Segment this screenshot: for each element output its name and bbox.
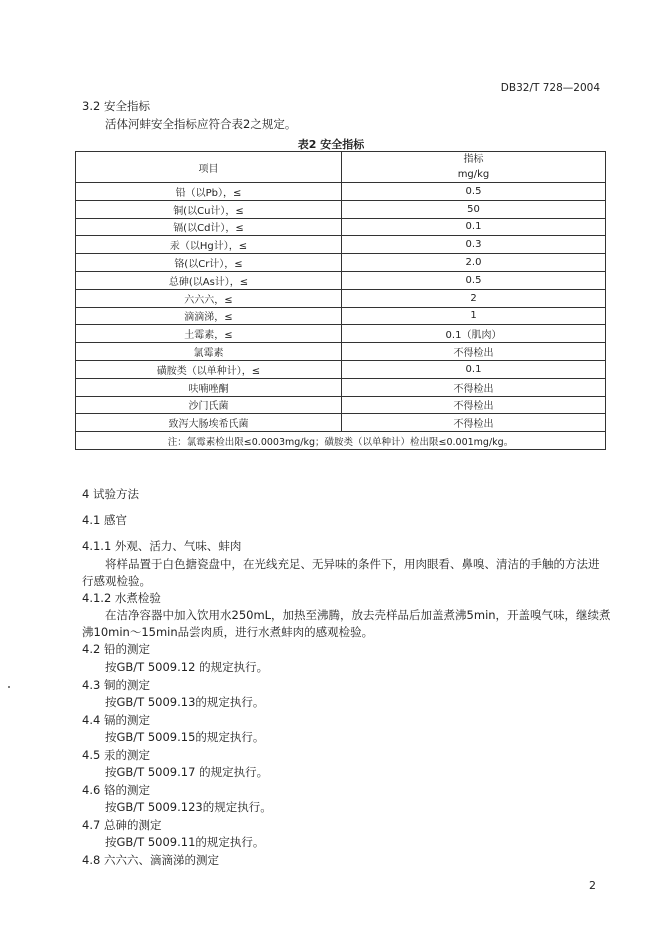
table-row bbox=[76, 396, 606, 414]
section-4-4-body: 按GB/T 5009.15的规定执行。 bbox=[105, 730, 265, 744]
table-cell-value: 不得检出 bbox=[342, 343, 606, 361]
table-cell-value: 2 bbox=[342, 289, 606, 307]
section-4-heading: 4 试验方法 bbox=[82, 487, 139, 501]
section-4-4-heading: 4.4 镉的测定 bbox=[82, 713, 150, 727]
section-4-1-1-heading: 4.1.1 外观、活力、气味、蚌肉 bbox=[82, 539, 242, 553]
table-note-row bbox=[76, 432, 606, 450]
table-row bbox=[76, 200, 606, 218]
section-4-1-1-line2: 行感观检验。 bbox=[82, 574, 151, 588]
table-cell-value: 50 bbox=[342, 200, 606, 218]
table-cell-item: 滴滴涕，≤ bbox=[76, 307, 342, 325]
section-4-7-heading: 4.7 总砷的测定 bbox=[82, 818, 162, 832]
table-note: 注：氯霉素检出限≤0.0003mg/kg；磺胺类（以单种计）检出限≤0.001mg/kg。 bbox=[76, 432, 606, 450]
table-cell-value: 2.0 bbox=[342, 254, 606, 272]
header-item: 项目 bbox=[76, 152, 342, 183]
section-4-2-heading: 4.2 铅的测定 bbox=[82, 642, 150, 656]
table-cell-value: 0.5 bbox=[342, 271, 606, 289]
table-cell-item: 六六六，≤ bbox=[76, 289, 342, 307]
table-row bbox=[76, 289, 606, 307]
header-value-label: 指标 bbox=[463, 154, 484, 165]
table-cell-value: 0.5 bbox=[342, 183, 606, 201]
table-row bbox=[76, 378, 606, 396]
section-4-1-heading: 4.1 感官 bbox=[82, 513, 127, 527]
table-row bbox=[76, 325, 606, 343]
section-4-1-1-line1: 将样品置于白色搪瓷盘中，在光线充足、无异味的条件下，用肉眼看、鼻嗅、清洁的手触的方法进 bbox=[105, 557, 600, 571]
section-4-1-2-line2: 沸10min～15min品尝肉质，进行水煮蚌肉的感观检验。 bbox=[82, 625, 374, 639]
safety-indicators-table bbox=[75, 151, 606, 450]
section-4-6-body: 按GB/T 5009.123的规定执行。 bbox=[105, 800, 272, 814]
table-cell-item: 沙门氏菌 bbox=[76, 396, 342, 414]
table-cell-value: 不得检出 bbox=[342, 396, 606, 414]
table-cell-item: 汞（以Hg计），≤ bbox=[76, 236, 342, 254]
table-cell-item: 呋喃唑酮 bbox=[76, 378, 342, 396]
section-4-3-heading: 4.3 铜的测定 bbox=[82, 678, 150, 692]
scan-speck bbox=[8, 686, 10, 688]
section-4-1-2-heading: 4.1.2 水煮检验 bbox=[82, 591, 161, 605]
section-3-2-body: 活体河蚌安全指标应符合表2之规定。 bbox=[105, 117, 297, 131]
table-cell-item: 铜(以Cu计），≤ bbox=[76, 200, 342, 218]
table-cell-value: 0.1 bbox=[342, 360, 606, 378]
table-cell-item: 总砷(以As计），≤ bbox=[76, 271, 342, 289]
table-row bbox=[76, 360, 606, 378]
table-header-row bbox=[76, 152, 606, 183]
table-cell-value: 1 bbox=[342, 307, 606, 325]
table-row bbox=[76, 254, 606, 272]
table-cell-value: 0.1 bbox=[342, 218, 606, 236]
table-cell-value: 不得检出 bbox=[342, 414, 606, 432]
page-number: 2 bbox=[589, 879, 596, 892]
table-row bbox=[76, 271, 606, 289]
table-row bbox=[76, 414, 606, 432]
section-4-2-body: 按GB/T 5009.12 的规定执行。 bbox=[105, 660, 269, 674]
table-row bbox=[76, 236, 606, 254]
section-4-3-body: 按GB/T 5009.13的规定执行。 bbox=[105, 695, 265, 709]
section-4-5-heading: 4.5 汞的测定 bbox=[82, 748, 150, 762]
section-4-1-2-line1: 在洁净容器中加入饮用水250mL，加热至沸腾，放去壳样品后加盖煮沸5min，开盖嗅气味，继续煮 bbox=[105, 608, 611, 622]
table-cell-item: 氯霉素 bbox=[76, 343, 342, 361]
table-cell-item: 土霉素，≤ bbox=[76, 325, 342, 343]
table-cell-item: 致泻大肠埃希氏菌 bbox=[76, 414, 342, 432]
table-cell-item: 铅（以Pb），≤ bbox=[76, 183, 342, 201]
header-value-unit: mg/kg bbox=[457, 169, 490, 180]
table-cell-value: 不得检出 bbox=[342, 378, 606, 396]
header-value bbox=[342, 152, 606, 183]
document-code-header: DB32/T 728—2004 bbox=[500, 82, 600, 94]
table-cell-value: 0.3 bbox=[342, 236, 606, 254]
table-cell-item: 铬(以Cr计），≤ bbox=[76, 254, 342, 272]
section-3-2-heading: 3.2 安全指标 bbox=[82, 99, 150, 113]
table-cell-value: 0.1（肌肉） bbox=[342, 325, 606, 343]
section-4-7-body: 按GB/T 5009.11的规定执行。 bbox=[105, 835, 265, 849]
table-row bbox=[76, 343, 606, 361]
table-cell-item: 镉(以Cd计），≤ bbox=[76, 218, 342, 236]
table-row bbox=[76, 307, 606, 325]
section-4-6-heading: 4.6 铬的测定 bbox=[82, 783, 150, 797]
table-row bbox=[76, 183, 606, 201]
section-4-8-heading: 4.8 六六六、滴滴涕的测定 bbox=[82, 853, 219, 867]
table-caption: 表2 安全指标 bbox=[297, 138, 365, 151]
table-cell-item: 磺胺类（以单种计），≤ bbox=[76, 360, 342, 378]
section-4-5-body: 按GB/T 5009.17 的规定执行。 bbox=[105, 765, 269, 779]
table-row bbox=[76, 218, 606, 236]
